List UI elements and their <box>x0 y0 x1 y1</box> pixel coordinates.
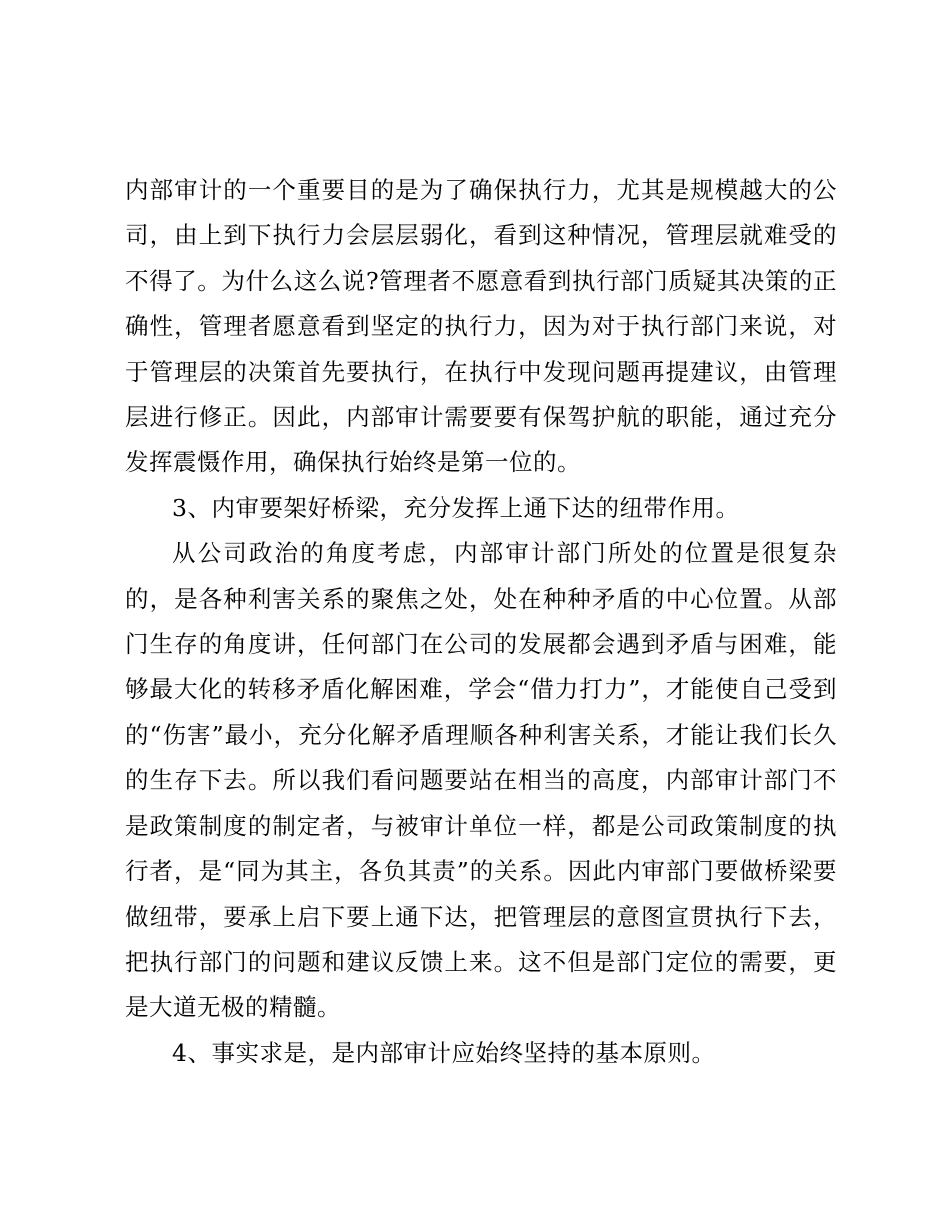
paragraph-company-politics: 从公司政治的角度考虑，内部审计部门所处的位置是很复杂的，是各种利害关系的聚焦之处，处在种种矛盾的中心位置。从部门生存的角度讲，任何部门在公司的发展都会遇到矛盾与困难，能够最大化的转移矛盾化解困难，学会“借力打力”，才能使自己受到的“伤害”最小，充分化解矛盾理顺各种利害关系，才能让我们长久的生存下去。所以我们看问题要站在相当的高度，内部审计部门不是政策制度的制定者，与被审计单位一样，都是公司政策制度的执行者，是“同为其主，各负其责”的关系。因此内审部门要做桥梁要做纽带，要承上启下要上通下达，把管理层的意图宣贯执行下去，把执行部门的问题和建议反馈上来。这不但是部门定位的需要，更是大道无极的精髓。 <box>125 539 837 1022</box>
heading-bridge-role: 3、内审要架好桥梁，充分发挥上通下达的纽带作用。 <box>172 493 740 522</box>
paragraph-execution: 内部审计的一个重要目的是为了确保执行力，尤其是规模越大的公司，由上到下执行力会层层弱化，看到这种情况，管理层就难受的不得了。为什么这么说?管理者不愿意看到执行部门质疑其决策的正确性，管理者愿意看到坚定的执行力，因为对于执行部门来说，对于管理层的决策首先要执行，在执行中发现问题再提建议，由管理层进行修正。因此，内部审计需要要有保驾护航的职能，通过充分发挥震慑作用，确保执行始终是第一位的。 <box>125 176 837 477</box>
document-body <box>125 168 837 1076</box>
heading-fact-principle: 4、事实求是，是内部审计应始终坚持的基本原则。 <box>172 1038 716 1067</box>
